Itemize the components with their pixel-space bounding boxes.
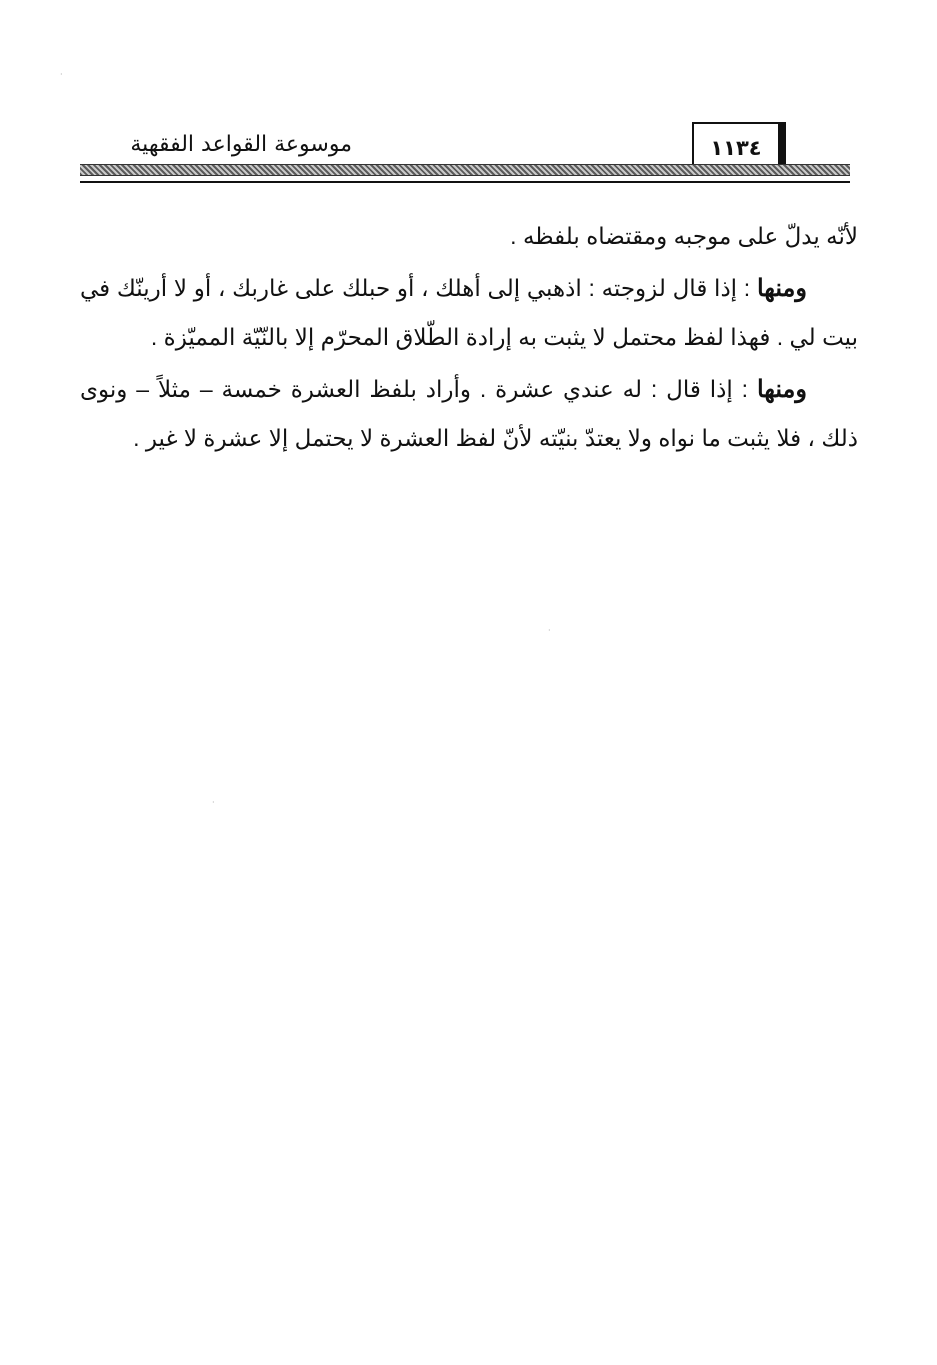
- paragraph-1-text: لأنّه يدلّ على موجبه ومقتضاه بلفظه .: [510, 223, 858, 249]
- scan-dust-mark: ·: [212, 798, 215, 807]
- page-number-box: [692, 122, 786, 170]
- header-decorative-band: [80, 164, 850, 176]
- page-body: [80, 212, 858, 466]
- header-rule: [80, 181, 850, 183]
- paragraph-3-keyword: ومنها: [756, 376, 807, 403]
- page-number: ١١٣٤: [710, 136, 762, 160]
- body-paragraph-1: [80, 212, 858, 261]
- scan-dust-mark: ·: [548, 626, 551, 635]
- scan-dust-mark: ·: [60, 70, 63, 79]
- body-paragraph-3: [80, 365, 858, 463]
- paragraph-2-text: : إذا قال لزوجته : اذهبي إلى أهلك ، أو حبلك على غاربك ، أو لا أرينّك في بيت لي . فهذا لفظ محتمل لا يثبت به إرادة الطّلاق المحرّم إلا بالنّيّة المميّزة .: [80, 275, 858, 350]
- paragraph-3-text: : إذا قال : له عندي عشرة . وأراد بلفظ العشرة خمسة – مثلاً – ونوى ذلك ، فلا يثبت ما نواه ولا يعتدّ بنيّته لأنّ لفظ العشرة لا يحتمل إلا عشرة لا غير .: [80, 376, 858, 451]
- page-header: [80, 122, 850, 186]
- body-paragraph-2: [80, 264, 858, 362]
- book-title: موسوعة القواعد الفقهية: [130, 132, 352, 157]
- paragraph-2-keyword: ومنها: [756, 275, 807, 302]
